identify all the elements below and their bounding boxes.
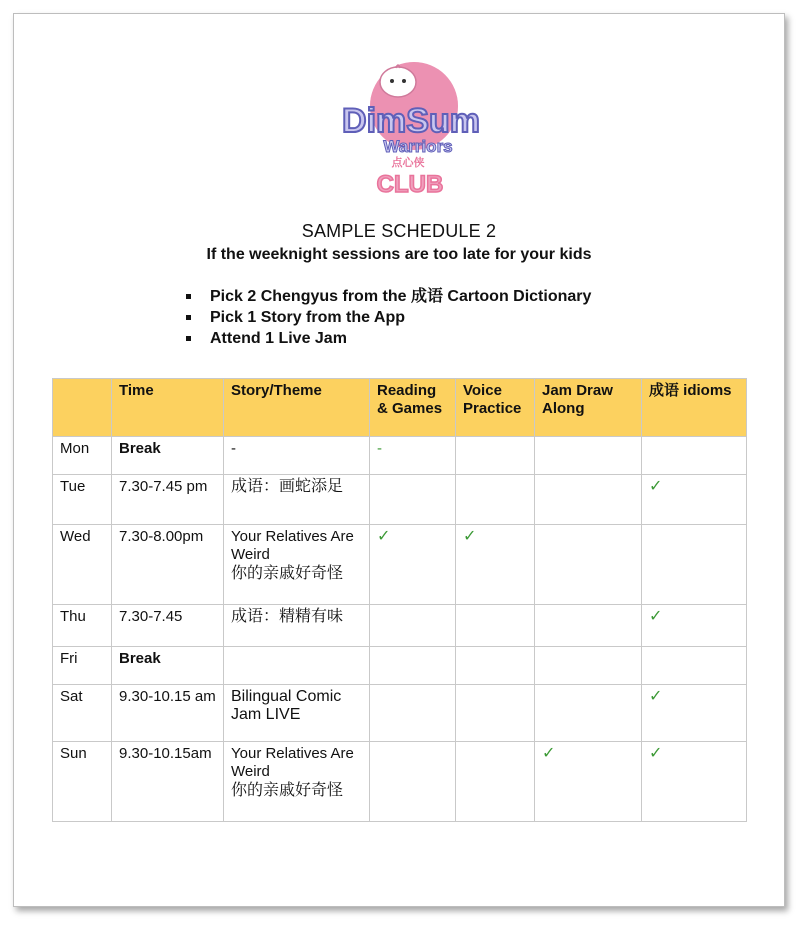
theme-chinese: 你的亲戚好奇怪 <box>231 565 344 582</box>
logo-club-text: CLUB <box>376 171 444 198</box>
cell-time: 7.30-7.45 pm <box>112 475 224 525</box>
document-page <box>13 13 785 907</box>
cell-day: Mon <box>53 437 112 475</box>
page-title: SAMPLE SCHEDULE 2 <box>301 221 497 241</box>
cell-theme: - <box>224 437 370 475</box>
table-row <box>53 685 747 742</box>
cell-reading <box>370 742 456 822</box>
cell-time: 9.30-10.15 am <box>112 685 224 742</box>
check-icon: ✓ <box>642 475 747 525</box>
header-story-theme: Story/Theme <box>224 379 370 437</box>
cell-reading <box>370 647 456 685</box>
check-icon: ✓ <box>535 742 642 822</box>
theme-english: Your Relatives Are Weird <box>231 745 354 780</box>
check-icon: ✓ <box>642 605 747 647</box>
cell-day: Wed <box>53 525 112 605</box>
schedule-table <box>52 378 747 822</box>
page-subtitle: If the weeknight sessions are too late for your kids <box>206 246 592 263</box>
list-item: Pick 1 Story from the App <box>184 307 591 328</box>
cell-idioms <box>642 525 747 605</box>
dimsum-warriors-logo <box>326 54 496 204</box>
cell-theme <box>224 647 370 685</box>
theme-chinese: 你的亲戚好奇怪 <box>231 782 344 799</box>
cell-day: Thu <box>53 605 112 647</box>
cell-voice <box>456 742 535 822</box>
table-header-row <box>53 379 747 437</box>
cell-voice <box>456 605 535 647</box>
header-time: Time <box>112 379 224 437</box>
check-icon: ✓ <box>370 525 456 605</box>
cell-day: Sun <box>53 742 112 822</box>
table-row <box>53 525 747 605</box>
cell-jam <box>535 605 642 647</box>
logo-chinese-text: 点心侠 <box>391 156 425 169</box>
cell-jam <box>535 647 642 685</box>
table-row <box>53 475 747 525</box>
check-icon: ✓ <box>456 525 535 605</box>
list-item: Pick 2 Chengyus from the 成语 Cartoon Dictionary <box>184 286 591 307</box>
cell-jam <box>535 525 642 605</box>
cell-time: Break <box>112 437 224 475</box>
table-row <box>53 605 747 647</box>
table-row <box>53 437 747 475</box>
cell-reading <box>370 605 456 647</box>
cell-voice <box>456 475 535 525</box>
logo-warriors-text: Warriors <box>383 137 453 156</box>
cell-voice <box>456 437 535 475</box>
table-row <box>53 647 747 685</box>
list-item: Attend 1 Live Jam <box>184 328 591 349</box>
theme-english: Your Relatives Are Weird <box>231 528 354 563</box>
logo-dimsum-text: DimSum <box>342 102 480 140</box>
cell-theme: 成语：精精有味 <box>224 605 370 647</box>
cell-theme <box>224 742 370 822</box>
header-reading-games: Reading & Games <box>370 379 456 437</box>
cell-jam <box>535 437 642 475</box>
header-idioms: 成语 idioms <box>642 379 747 437</box>
cell-jam <box>535 685 642 742</box>
cell-theme: Bilingual Comic Jam LIVE <box>224 685 370 742</box>
cell-jam <box>535 475 642 525</box>
header-day <box>53 379 112 437</box>
cell-time: 9.30-10.15am <box>112 742 224 822</box>
cell-idioms <box>642 647 747 685</box>
cell-day: Sat <box>53 685 112 742</box>
check-icon: ✓ <box>642 742 747 822</box>
header-voice-practice: Voice Practice <box>456 379 535 437</box>
cell-reading: - <box>370 437 456 475</box>
cell-voice <box>456 647 535 685</box>
cell-time: 7.30-7.45 <box>112 605 224 647</box>
table-row <box>53 742 747 822</box>
cell-day: Fri <box>53 647 112 685</box>
cell-day: Tue <box>53 475 112 525</box>
cell-time: 7.30-8.00pm <box>112 525 224 605</box>
cell-theme: 成语：画蛇添足 <box>224 475 370 525</box>
instruction-list <box>184 286 591 349</box>
cell-theme <box>224 525 370 605</box>
cell-time: Break <box>112 647 224 685</box>
cell-voice <box>456 685 535 742</box>
cell-reading <box>370 475 456 525</box>
check-icon: ✓ <box>642 685 747 742</box>
cell-idioms <box>642 437 747 475</box>
header-jam-draw-along: Jam Draw Along <box>535 379 642 437</box>
cell-reading <box>370 685 456 742</box>
